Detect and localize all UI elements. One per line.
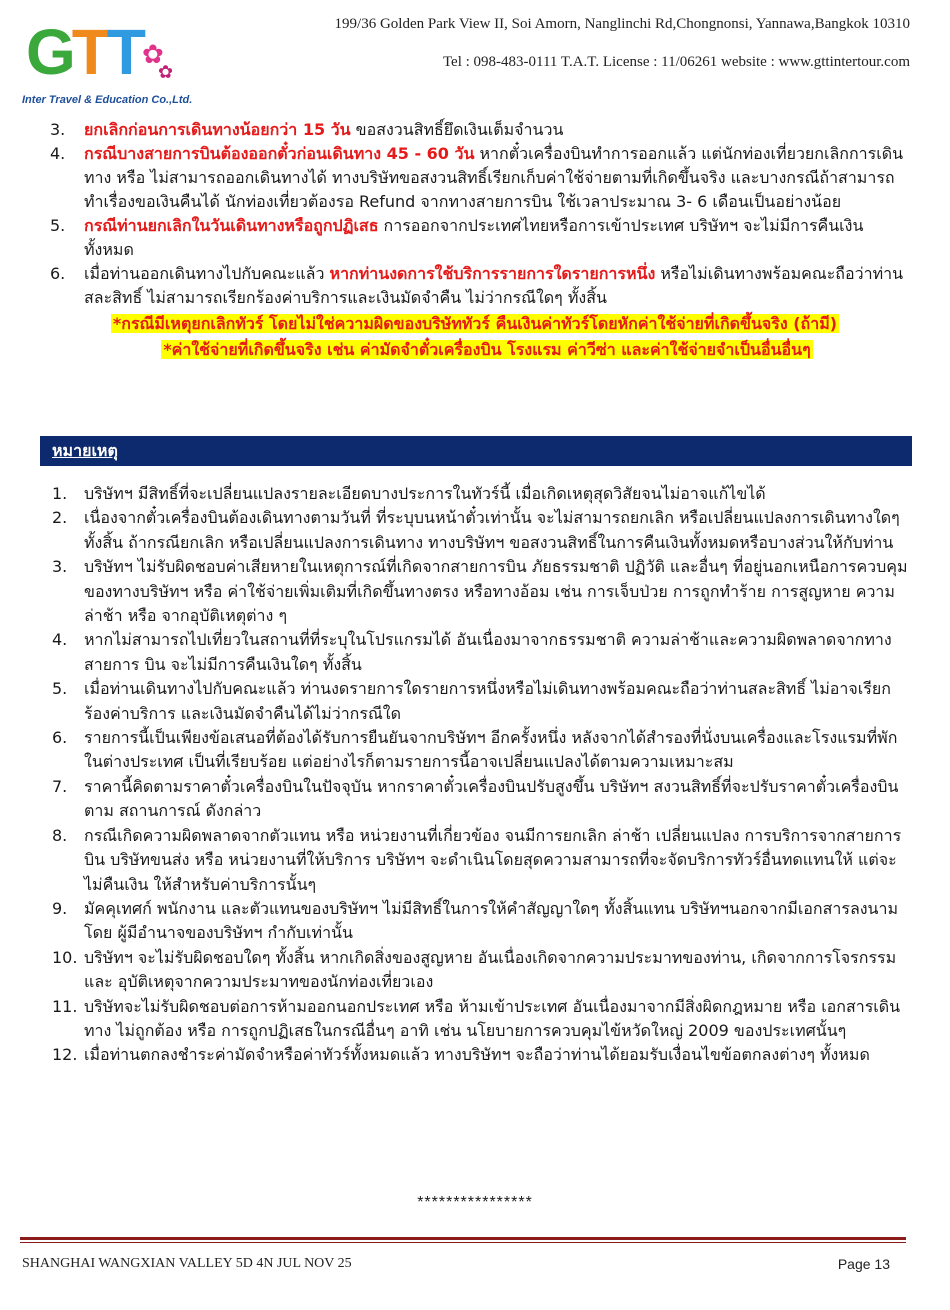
cancellation-item: 5. กรณีท่านยกเลิกในวันเดินทางหรือถูกปฏิเสธ การออกจากประเทศไทยหรือการเข้าประเทศ บริษัทฯ จะไม่มีการคืนเงินทั้งหมด (50, 216, 864, 259)
footer-rule (20, 1237, 906, 1240)
footer-rule-thin (20, 1242, 906, 1243)
cancellation-highlight: กรณีบางสายการบินต้องออกตั๋วก่อนเดินทาง 45 - 60 วัน (84, 144, 475, 163)
cancellation-list (0, 118, 950, 310)
remark-item: 2. เนื่องจากตั๋วเครื่องบินต้องเดินทางตามวันที่ ที่ระบุบนหน้าตั๋วเท่านั้น จะไม่สามารถยกเลิก หรือเปลี่ยนแปลงการเดินทางใดๆ ทั้งสิ้น ถ้ากรณียกเลิก หรือเปลี่ยนแปลงการเดินทาง ทางบริษัทฯ ขอสงวนสิทธิ์ในการคืนเงินทั้งหมดหรือบางส่วนให้กับท่าน (52, 508, 900, 552)
cancellation-highlight: หากท่านงดการใช้บริการรายการใดรายการหนึ่ง (329, 264, 656, 283)
remark-item: 1. บริษัทฯ มีสิทธิ์ที่จะเปลี่ยนแปลงรายละเอียดบางประการในทัวร์นี้ เมื่อเกิดเหตุสุดวิสัยจนไม่อาจแก้ไขได้ (52, 484, 766, 503)
cancellation-item: 3. ยกเลิกก่อนการเดินทางน้อยกว่า 15 วัน ขอสงวนสิทธิ์ยึดเงินเต็มจำนวน (50, 120, 564, 139)
cancellation-item: 6. เมื่อท่านออกเดินทางไปกับคณะแล้ว หากท่านงดการใช้บริการรายการใดรายการหนึ่ง หรือไม่เดินทางพร้อมคณะถือว่าท่านสละสิทธิ์ ไม่สามารถเรียกร้องค่าบริการและเงินมัดจำคืน ไม่ว่ากรณีใดๆ ทั้งสิ้น (50, 264, 904, 307)
cancellation-text: การออกจากประเทศไทยหรือการเข้าประเทศ บริษัทฯ จะไม่มีการคืนเงินทั้งหมด (84, 216, 864, 259)
end-separator: **************** (417, 1194, 533, 1211)
cancellation-item: 4. กรณีบางสายการบินต้องออกตั๋วก่อนเดินทาง 45 - 60 วัน หากตั๋วเครื่องบินทำการออกแล้ว แต่นักท่องเที่ยวยกเลิกการเดินทาง หรือ ไม่สามารถออกเดินทางได้ ทางบริษัทขอสงวนสิทธิ์เรียกเก็บค่าใช้จ่ายตามที่เกิดขึ้นจริง และบางกรณีถ้าสามารถทำเรื่องขอเงินคืนได้ นักท่องเที่ยวต้องรอ Refund จากทางสายการบิน ใช้เวลาประมาณ 3- 6 เดือนเป็นอย่างน้อย (50, 144, 904, 211)
cancellation-text: หากตั๋วเครื่องบินทำการออกแล้ว แต่นักท่องเที่ยวยกเลิกการเดินทาง หรือ ไม่สามารถออกเดินทางได้ ทางบริษัทขอสงวนสิทธิ์เรียกเก็บค่าใช้จ่ายตามที่เกิดขึ้นจริง และบางกรณีถ้าสามารถทำเรื่องขอเงินคืนได้ นักท่องเที่ยวต้องรอ Refund จากทางสายการบิน ใช้เวลาประมาณ 3- 6 เดือนเป็นอย่างน้อย (84, 144, 904, 211)
remark-item: 10. บริษัทฯ จะไม่รับผิดชอบใดๆ ทั้งสิ้น หากเกิดสิ่งของสูญหาย อันเนื่องเกิดจากความประมาทของท่าน, เกิดจากการโจรกรรม และ อุบัติเหตุจากความประมาทของนักท่องเที่ยวเอง (52, 947, 897, 992)
remark-item: 6. รายการนี้เป็นเพียงข้อเสนอที่ต้องได้รับการยืนยันจากบริษัทฯ อีกครั้งหนึ่ง หลังจากได้สำรองที่นั่งบนเครื่องและโรงแรมที่พักในต่างประเทศ เป็นที่เรียบร้อย แต่อย่างไรก็ตามรายการนี้อาจเปลี่ยนแปลงได้ตามความเหมาะสม (52, 728, 898, 772)
remarks-header-bar (40, 436, 912, 466)
page-number: Page 13 (837, 1256, 890, 1272)
footer-tour-name: SHANGHAI WANGXIAN VALLEY 5D 4N JUL NOV 25 (22, 1256, 352, 1271)
remark-item: 11. บริษัทจะไม่รับผิดชอบต่อการห้ามออกนอกประเทศ หรือ ห้ามเข้าประเทศ อันเนื่องมาจากมีสิ่งผิดกฎหมาย หรือ เอกสารเดินทาง ไม่ถูกต้อง หรือ การถูกปฏิเสธในกรณีอื่นๆ อาทิ เช่น นโยบายการควบคุมไข้หวัดใหญ่ 2009 ของประเทศนั้นๆ (52, 996, 901, 1040)
remark-item: 4. หากไม่สามารถไปเที่ยวในสถานที่ที่ระบุในโปรแกรมได้ อันเนื่องมาจากธรรมชาติ ความล่าช้าและความผิดพลาดจากทางสายการ บิน จะไม่มีการคืนเงินใดๆ ทั้งสิ้น (52, 630, 892, 674)
remark-item: 5. เมื่อท่านเดินทางไปกับคณะแล้ว ท่านงดรายการใดรายการหนึ่งหรือไม่เดินทางพร้อมคณะถือว่าท่านสละสิทธิ์ ไม่อาจเรียกร้องค่าบริการ และเงินมัดจำคืนได้ไม่ว่ากรณีใด (52, 679, 891, 723)
remarks-title: หมายเหตุ (52, 441, 118, 460)
flower-icon: ✿ (142, 40, 164, 70)
cancellation-text: ขอสงวนสิทธิ์ยึดเงินเต็มจำนวน (350, 120, 564, 139)
cancellation-highlight: ยกเลิกก่อนการเดินทางน้อยกว่า 15 วัน (84, 120, 351, 139)
company-contact: Tel : 098-483-0111 T.A.T. License : 11/06261 website : www.gttintertour.com (442, 54, 910, 70)
logo-subtitle: Inter Travel & Education Co.,Ltd. (22, 94, 193, 106)
remark-item: 7. ราคานี้คิดตามราคาตั๋วเครื่องบินในปัจจุบัน หากราคาตั๋วเครื่องบินปรับสูงขึ้น บริษัทฯ สงวนสิทธิ์ที่จะปรับราคาตั๋วเครื่องบินตาม สถานการณ์ ดังกล่าว (52, 776, 899, 821)
company-address: 199/36 Golden Park View II, Soi Amorn, Nanglinchi Rd,Chongnonsi, Yannawa,Bangkok 10310 (334, 16, 910, 32)
remark-item: 3. บริษัทฯ ไม่รับผิดชอบค่าเสียหายในเหตุการณ์ที่เกิดจากสายการบิน ภัยธรรมชาติ ปฏิวัติ และอื่นๆ ที่อยู่นอกเหนือการควบคุม ของทางบริษัทฯ หรือ ค่าใช้จ่ายเพิ่มเติมที่เกิดขึ้นทางตรง หรือทางอ้อม เช่น การเจ็บป่วย การถูกทำร้าย การสูญหาย ความล่าช้า หรือ จากอุบัติเหตุต่าง ๆ (52, 557, 908, 626)
company-logo (22, 14, 193, 114)
cancellation-highlight: กรณีท่านยกเลิกในวันเดินทางหรือถูกปฏิเสธ (84, 216, 379, 235)
flower-icon-small: ✿ (158, 62, 174, 83)
cancellation-text-pre: เมื่อท่านออกเดินทางไปกับคณะแล้ว (84, 264, 330, 283)
remark-item: 12. เมื่อท่านตกลงชำระค่ามัดจำหรือค่าทัวร์ทั้งหมดแล้ว ทางบริษัทฯ จะถือว่าท่านได้ยอมรับเงื่อนไขข้อตกลงต่างๆ ทั้งหมด (52, 1045, 870, 1065)
cancellation-text: หรือไม่เดินทางพร้อมคณะถือว่าท่านสละสิทธิ์ ไม่สามารถเรียกร้องค่าบริการและเงินมัดจำคืน ไม่ว่ากรณีใดๆ ทั้งสิ้น (84, 264, 904, 307)
remark-item: 8. กรณีเกิดความผิดพลาดจากตัวแทน หรือ หน่วยงานที่เกี่ยวข้อง จนมีการยกเลิก ล่าช้า เปลี่ยนแปลง การบริการจากสายการบิน บริษัทขนส่ง หรือ หน่วยงานที่ให้บริการ บริษัทฯ จะดำเนินโดยสุดความสามารถที่จะจัดบริการทัวร์อื่นทดแทนให้ แต่จะไม่คืนเงิน ให้สำหรับค่าบริการนั้นๆ (52, 825, 902, 894)
cancellation-section (0, 118, 950, 362)
remark-item: 9. มัคคุเทศก์ พนักงาน และตัวแทนของบริษัทฯ ไม่มีสิทธิ์ในการให้คำสัญญาใดๆ ทั้งสิ้นแทน บริษัทฯนอกจากมีเอกสารลงนามโดย ผู้มีอำนาจของบริษัทฯ กำกับเท่านั้น (52, 898, 899, 943)
logo-mark: GTT (26, 16, 142, 88)
remarks-list (0, 482, 950, 1068)
warning-line-2: *ค่าใช้จ่ายที่เกิดขึ้นจริง เช่น ค่ามัดจำตั๋วเครื่องบิน โรงแรม ค่าวีซ่า และค่าใช้จ่ายจำเป็นอื่นอื่นๆ (163, 340, 811, 359)
warning-line-1: *กรณีมีเหตุยกเลิกทัวร์ โดยไม่ใช่ความผิดของบริษัททัวร์ คืนเงินค่าทัวร์โดยหักค่าใช้จ่ายที่เกิดขึ้นจริง (ถ้ามี) (112, 314, 838, 333)
